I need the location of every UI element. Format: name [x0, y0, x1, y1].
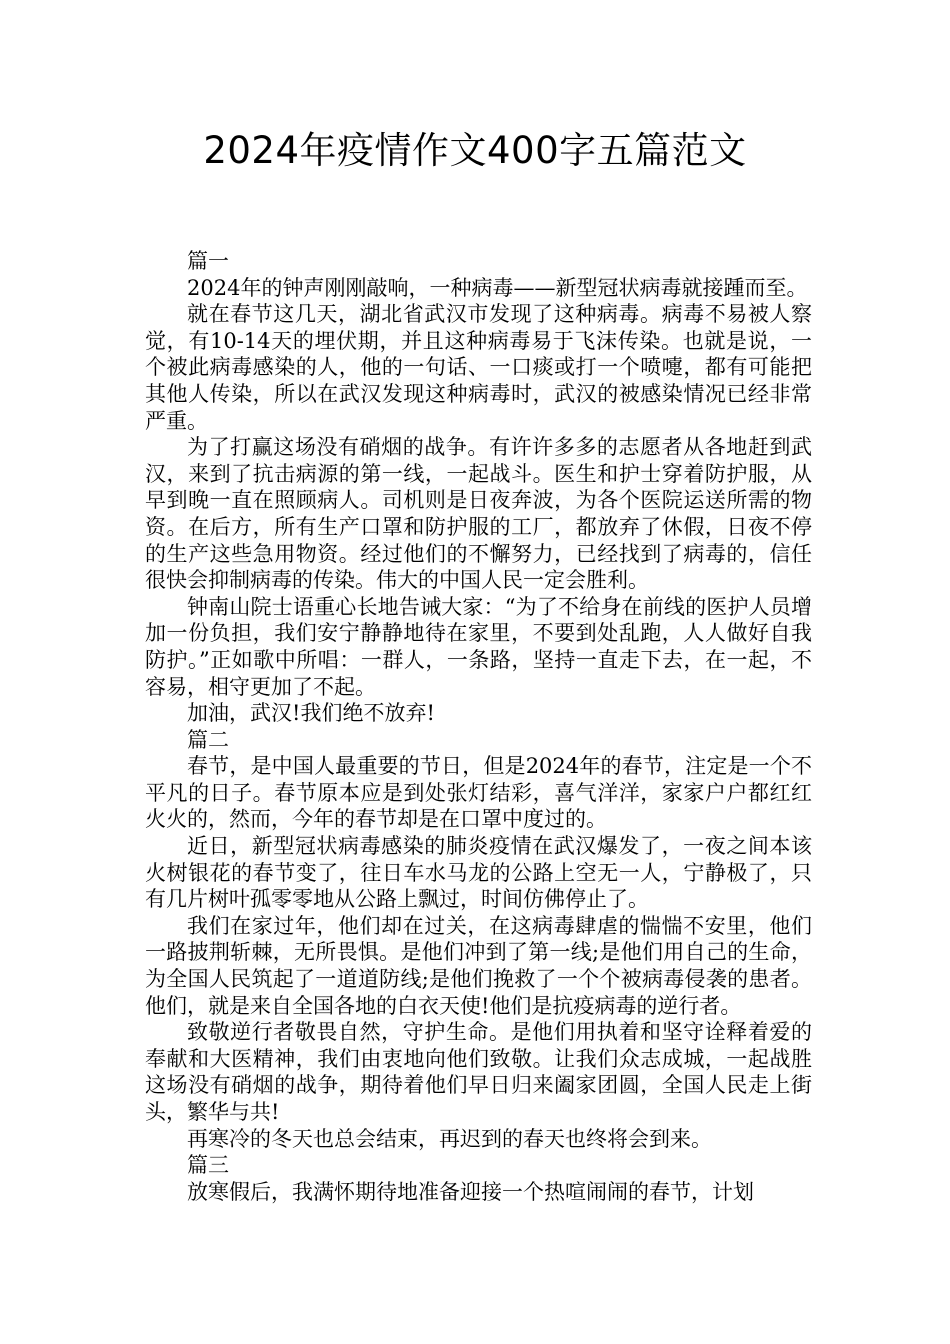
section-heading-2: 篇二 [187, 727, 229, 752]
document-body [145, 248, 812, 1205]
paragraph: 就在春节这几天，湖北省武汉市发现了这种病毒。病毒不易被人察觉，有10-14天的埋伏期，并且这种病毒易于飞沫传染。也就是说，一个被此病毒感染的人，他的一句话、一口痰或打一个喷嚏，都有可能把其他人传染，所以在武汉发现这种病毒时，武汉的被感染情况已经非常严重。 [145, 302, 812, 433]
paragraph: 加油，武汉!我们绝不放弃! [187, 701, 435, 726]
paragraph: 为了打赢这场没有硝烟的战争。有许许多多的志愿者从各地赶到武汉，来到了抗击病源的第一线，一起战斗。医生和护士穿着防护服，从早到晚一直在照顾病人。司机则是日夜奔波，为各个医院运送所需的物资。在后方，所有生产口罩和防护服的工厂，都放弃了休假，日夜不停的生产这些急用物资。经过他们的不懈努力，已经找到了病毒的，信任很快会抑制病毒的传染。伟大的中国人民一定会胜利。 [145, 435, 812, 593]
section-heading-1: 篇一 [187, 249, 229, 273]
paragraph: 2024年的钟声刚刚敲响，一种病毒——新型冠状病毒就接踵而至。 [187, 275, 808, 300]
paragraph: 我们在家过年，他们却在过关，在这病毒肆虐的惴惴不安里，他们一路披荆斩棘，无所畏惧。是他们冲到了第一线;是他们用自己的生命，为全国人民筑起了一道道防线;是他们挽救了一个个被病毒侵袭的患者。他们，就是来自全国各地的白衣天使!他们是抗疫病毒的逆行者。 [145, 913, 812, 1018]
paragraph: 再寒冷的冬天也总会结束，再迟到的春天也终将会到来。 [187, 1126, 712, 1151]
paragraph: 致敬逆行者敬畏自然，守护生命。是他们用执着和坚守诠释着爱的奉献和大医精神，我们由衷地向他们致敬。让我们众志成城，一起战胜这场没有硝烟的战争，期待着他们早日归来阖家团圆，全国人民走上街头，繁华与共! [145, 1020, 812, 1124]
paragraph: 钟南山院士语重心长地告诫大家：“为了不给身在前线的医护人员增加一份负担，我们安宁静静地待在家里，不要到处乱跑，人人做好自我防护。”正如歌中所唱：一群人，一条路，坚持一直走下去，在一起，不容易，相守更加了不起。 [145, 594, 812, 699]
section-heading-3: 篇三 [187, 1153, 229, 1178]
paragraph: 放寒假后，我满怀期待地准备迎接一个热喧闹闹的春节，计划 [187, 1179, 754, 1204]
document-title: 2024年疫情作文400字五篇范文 [203, 129, 747, 172]
paragraph: 近日，新型冠状病毒感染的肺炎疫情在武汉爆发了，一夜之间本该火树银花的春节变了，往日车水马龙的公路上空无一人，宁静极了，只有几片树叶孤零零地从公路上飘过，时间仿佛停止了。 [145, 834, 812, 912]
paragraph: 春节，是中国人最重要的节日，但是2024年的春节，注定是一个不平凡的日子。春节原本应是到处张灯结彩，喜气洋洋，家家户户都红红火火的，然而，今年的春节却是在口罩中度过的。 [145, 754, 812, 832]
